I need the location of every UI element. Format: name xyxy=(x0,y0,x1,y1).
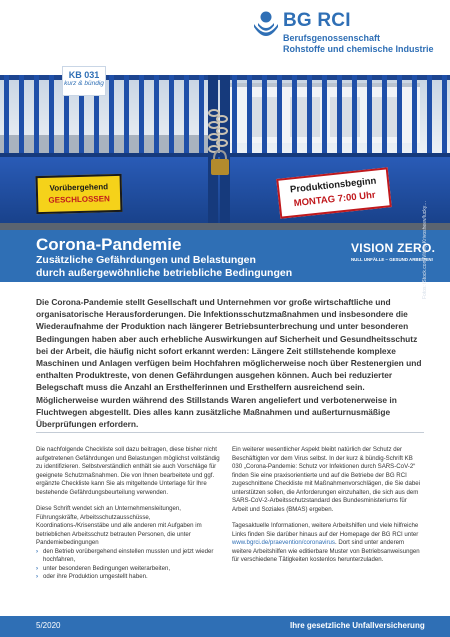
document-subtitle-line-1: Zusätzliche Gefährdungen und Belastungen xyxy=(36,254,256,266)
vision-zero-logo: VISION ZERO. xyxy=(351,241,436,255)
footer xyxy=(0,616,450,637)
coronavirus-info-link[interactable]: www.bgrci.de/praevention/coronavirus xyxy=(232,539,335,546)
body-left-paragraph-1: Die nachfolgende Checkliste soll dazu beitragen, diese bisher nicht aufgetretenen Gefährdungen und Belastungen möglichst vollständig zu identifizieren. Selbstverständlich enthält sie auch Vorschläge für geeignete Schutzmaßnahmen. Die von Ihnen bearbeitete und ggf. ergänzte Checkliste kann Sie als mitgeltende Unterlage für Ihre bestehende Gefährdungsbeurteilung verwenden. xyxy=(36,446,220,496)
body-right-paragraph-2-end: . Dort sind unter anderem weitere Arbeitshilfen wie editierbare Muster von Betriebsanweisungen für verschiedene Tätigkeiten kostenlos herunterzuladen. xyxy=(232,539,420,563)
photo-credit: Fotos: iStock.com/Vitaliy Krivosheev/lucky… xyxy=(422,200,428,299)
vision-zero-tagline: NULL UNFÄLLE – GESUND ARBEITEN! xyxy=(351,257,433,262)
lead-paragraph: Die Corona-Pandemie stellt Gesellschaft und Unternehmen vor große wirtschaftliche und organisatorische Herausforderungen. Die Infektionsschutzmaßnahmen und insbesondere die Wiederaufnahme der Produktion nach längerer Betriebsunterbrechung und unter besonderen Bedingungen haben aber auch erhebliche Auswirkungen auf Sicherheit und Gesundheitsschutz bei der Arbeit, die häufig nicht sofort erkannt werden: Längere Zeit stillstehende komplexe Maschinen und Anlagen verfügen beim Hochfahren möglicherweise noch über Restenergien und enthalten Produktreste, von denen Gefährdungen ausgehen können. Auch bei reduzierter Belegschaft muss die Anzahl an Ersthelferinnen und Ersthelfern ausreichend sein. Möglicherweise wurden während des Stillstands Waren angeliefert und verbotenerweise in Fluchtwegen abgestellt. Dies alles kann zusätzliche Maßnahmen und außerturnusmäßige Überprüfungen erfordern. xyxy=(36,297,422,430)
org-line-2: Rohstoffe und chemische Industrie xyxy=(283,44,434,54)
bg-rci-logo xyxy=(253,9,443,61)
bg-rci-logo-icon xyxy=(253,11,279,39)
kb-number: KB 031 xyxy=(68,70,100,80)
list-item: › oder ihre Produktion umgestellt haben. xyxy=(36,573,222,582)
org-name: BG RCI xyxy=(283,10,351,31)
document-subtitle-line-2: durch außergewöhnliche betriebliche Bedingungen xyxy=(36,267,293,279)
closed-sign-line-2: GESCHLOSSEN xyxy=(48,194,110,205)
kb-subtitle: kurz & bündig xyxy=(64,80,104,87)
closed-sign xyxy=(36,174,123,214)
body-right-paragraph-1: Ein weiterer wesentlicher Aspekt bleibt natürlich der Schutz der Beschäftigten vor dem Virus selbst. In der kurz & bündig-Schrift KB 030 „Corona-Pandemie: Schutz vor Infektionen durch SARS-CoV-2“ finden Sie eine praxisorientierte und auf die Betriebe der BG RCI zugeschnittene Checkliste mit Maßnahmenvorschlägen, die Sie dabei unterstützen sollen, die Anforderungen einzuhalten, die sich aus dem SARS-CoV-2-Arbeitsschutzstandard des Bundesministeriums für Arbeit und Soziales (BMAS) ergeben. xyxy=(232,446,420,513)
body-right-paragraph-2 xyxy=(232,522,424,565)
body-column-left xyxy=(36,446,222,582)
title-band xyxy=(0,230,450,282)
body-left-paragraph-2: Diese Schrift wendet sich an Unternehmensleitungen, Führungskräfte, Arbeitsschutzausschüsse, Koordinations-/Krisenstäbe und alle anderen mit Aufgaben im betrieblichen Arbeitsschutz betrauten Personen, die unter Pandemiebedingungen xyxy=(36,505,202,546)
footer-tagline: Ihre gesetzliche Unfallversicherung xyxy=(290,621,425,630)
audience-list xyxy=(36,548,222,582)
publication-date: 5/2020 xyxy=(36,621,61,630)
document-title: Corona-Pandemie xyxy=(36,235,182,254)
body-column-right xyxy=(232,446,424,573)
org-line-1: Berufsgenossenschaft xyxy=(283,33,381,43)
kb-badge xyxy=(62,66,106,96)
section-divider xyxy=(36,432,424,433)
closed-sign-line-1: Vorübergehend xyxy=(49,182,109,193)
list-item: › unter besonderen Bedingungen weiterarbeiten, xyxy=(36,565,222,574)
production-sign-line-2: MONTAG 7:00 Uhr xyxy=(293,189,377,210)
production-sign-line-1: Produktionsbeginn xyxy=(289,175,377,196)
list-item: › den Betrieb vorübergehend einstellen mussten und jetzt wieder hochfahren, xyxy=(36,548,222,565)
body-right-paragraph-2-start: Tagesaktuelle Informationen, weitere Arbeitshilfen und viele hilfreiche Links finden Sie darüber hinaus auf der Homepage der BG RCI unter xyxy=(232,522,419,538)
header xyxy=(0,0,450,75)
